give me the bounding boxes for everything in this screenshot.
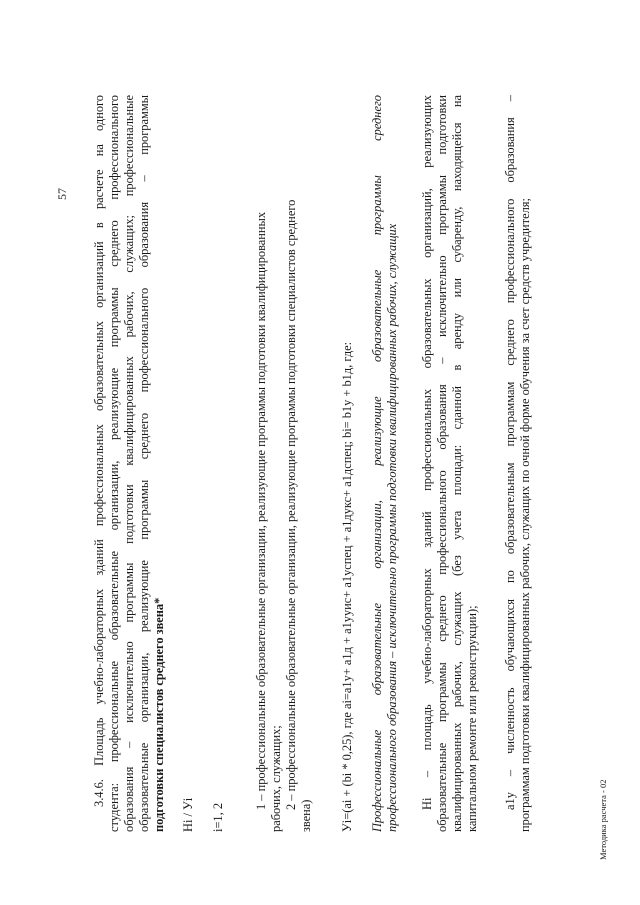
main-formula: Уi=(ai + (bi * 0,25), где ai=a1у+ a1д + a1ууис+ a1успец + a1дукс+ a1дспец; bi= b1у + b1д, где: bbox=[340, 341, 354, 832]
definition-2-line-1: 2 – профессиональные образовательные организации, реализующие программы подготовки специалистов среднего bbox=[284, 199, 298, 810]
h-definition-line-1: Hi – площадь учебно-лабораторных зданий профессиональных образовательных организаций, реализующих bbox=[420, 95, 434, 810]
rotated-page bbox=[48, 40, 640, 860]
h-definition-line-2: образовательные программы среднего профессионального образования – исключительно программы подготовки bbox=[435, 95, 449, 832]
heading-line-5: подготовки специалистов среднего звена* bbox=[152, 597, 166, 832]
page-number: 57 bbox=[55, 188, 69, 200]
heading-line-1: 3.4.6. Площадь учебно-лабораторных зданий профессиональных образовательных организаций в расчете на одного bbox=[92, 95, 106, 807]
h-definition-line-3: квалифицированных рабочих, служащих (без учета площади: сданной в аренду или субаренду, находящейся на bbox=[450, 95, 464, 832]
heading-line-2: студента: профессиональные образовательные организации, реализующие программы среднего профессионального bbox=[107, 95, 121, 832]
heading-line-4: образовательные организации, реализующие программы среднего профессионального образования – программы bbox=[137, 95, 151, 832]
definition-2-line-2: звена) bbox=[299, 799, 313, 832]
ratio-formula: Hi / Уi bbox=[181, 797, 195, 832]
h-definition-line-4: капитальном ремонте или реконструкции); bbox=[465, 605, 479, 832]
definition-1-line-2: рабочих, служащих; bbox=[269, 725, 283, 832]
index-range: i=1, 2 bbox=[211, 802, 225, 832]
a-definition-line-1: a1у – численность обучающихся по образовательным программам среднего профессионального образования – bbox=[503, 95, 517, 810]
italic-line-1: Профессиональные образовательные организации, реализующие образовательные программы среднего bbox=[370, 95, 384, 832]
footer-text: Методика расчета - 02 bbox=[598, 779, 608, 860]
definition-1-line-1: 1 – профессиональные образовательные организации, реализующие программы подготовки квалифицированных bbox=[254, 211, 268, 810]
a-definition-line-2: программам подготовки квалифицированных рабочих, служащих по очной форме обучения за счет средств учредителя; bbox=[518, 198, 532, 832]
italic-line-2: профессионального образования – исключительно программы подготовки квалифицированных рабочих, служащих bbox=[385, 223, 399, 832]
heading-line-3: образования – исключительно программы подготовки квалифицированных рабочих, служащих; профессиональные bbox=[122, 95, 136, 832]
